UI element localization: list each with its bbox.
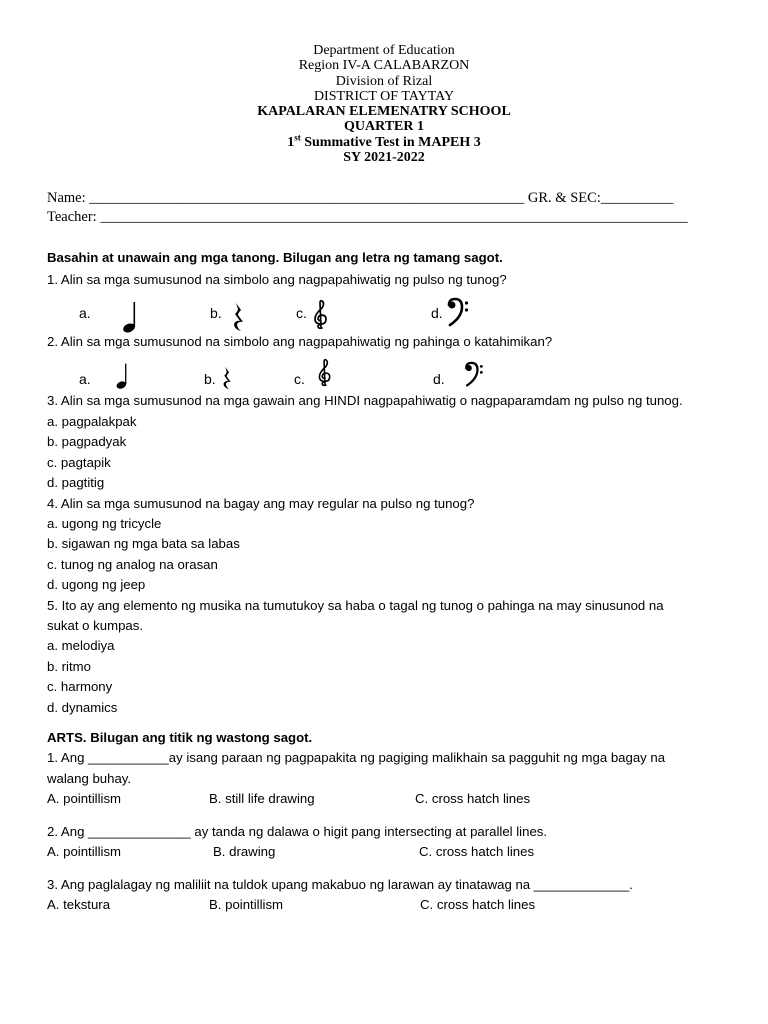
- department-line: Department of Education: [313, 43, 455, 58]
- q2-option-b-label[interactable]: b.: [204, 371, 216, 387]
- q4-option-a[interactable]: a. ugong ng tricycle: [47, 516, 162, 531]
- q5-option-d[interactable]: d. dynamics: [47, 700, 118, 715]
- music-question-5: 5. Ito ay ang elemento ng musika na tumutukoy sa haba o tagal ng tunog o pahinga na may sinusunod na: [47, 598, 664, 613]
- q1-option-c-label[interactable]: c.: [296, 305, 307, 321]
- q3-option-b[interactable]: b. pagpadyak: [47, 434, 127, 449]
- quarter-rest-icon: [222, 366, 233, 390]
- q2-option-d-label[interactable]: d.: [433, 371, 445, 387]
- q3-option-a[interactable]: a. pagpalakpak: [47, 414, 137, 429]
- arts-q1-option-b[interactable]: B. still life drawing: [209, 791, 315, 806]
- music-question-3: 3. Alin sa mga sumusunod na mga gawain ang HINDI nagpapahiwatig o nagpaparamdam ng pulso ng tunog.: [47, 393, 683, 408]
- quarter-note-icon: [122, 300, 140, 334]
- q5-option-a[interactable]: a. melodiya: [47, 638, 115, 653]
- arts-q2-option-c[interactable]: C. cross hatch lines: [419, 844, 535, 859]
- q2-option-c-label[interactable]: c.: [294, 371, 305, 387]
- test-title: [0, 132, 768, 150]
- quarter-rest-icon: [233, 302, 245, 332]
- q2-option-a-label[interactable]: a.: [79, 371, 91, 387]
- q4-option-c[interactable]: c. tunog ng analog na orasan: [47, 557, 218, 572]
- test-ordinal: st: [294, 132, 301, 143]
- district-line: DISTRICT OF TAYTAY: [313, 88, 455, 104]
- school-year: SY 2021-2022: [343, 150, 425, 166]
- name-field[interactable]: Name: ____________________________________________________________ GR. & SEC:__________: [47, 190, 674, 206]
- region-line: Region IV-A CALABARZON: [298, 58, 470, 74]
- arts-question-1-cont: walang buhay.: [47, 771, 132, 786]
- document-header: [0, 43, 768, 165]
- q4-option-b[interactable]: b. sigawan ng mga bata sa labas: [47, 536, 240, 551]
- q3-option-c[interactable]: c. pagtapik: [47, 455, 111, 470]
- quarter-line: QUARTER 1: [343, 119, 424, 135]
- test-number: 1: [287, 134, 295, 150]
- division-line: Division of Rizal: [335, 73, 433, 89]
- music-question-5-cont: sukat o kumpas.: [47, 618, 144, 633]
- arts-q2-option-b[interactable]: B. drawing: [213, 844, 276, 859]
- arts-q3-option-a[interactable]: A. tekstura: [47, 897, 111, 912]
- q1-option-d-label[interactable]: d.: [431, 305, 443, 321]
- arts-question-3: 3. Ang paglalagay ng maliliit na tuldok upang makabuo ng larawan ay tinatawag na _____________.: [47, 877, 633, 892]
- arts-q3-option-c[interactable]: C. cross hatch lines: [420, 897, 536, 912]
- music-question-2: 2. Alin sa mga sumusunod na simbolo ang nagpapahiwatig ng pahinga o katahimikan?: [47, 334, 553, 349]
- quarter-note-icon: [114, 362, 132, 390]
- music-question-1: 1. Alin sa mga sumusunod na simbolo ang nagpapahiwatig ng pulso ng tunog?: [47, 272, 507, 287]
- treble-clef-icon: [317, 359, 333, 387]
- arts-instruction: ARTS. Bilugan ang titik ng wastong sagot.: [47, 730, 313, 745]
- arts-q2-option-a[interactable]: A. pointillism: [47, 844, 122, 859]
- bass-clef-icon: [447, 298, 469, 328]
- arts-question-1: 1. Ang ___________ay isang paraan ng pagpapakita ng pagiging malikhain sa pagguhit ng mga bagay na: [47, 750, 666, 765]
- school-name: KAPALARAN ELEMENATRY SCHOOL: [257, 104, 511, 120]
- music-instruction: Basahin at unawain ang mga tanong. Bilugan ang letra ng tamang sagot.: [47, 250, 503, 265]
- q5-option-b[interactable]: b. ritmo: [47, 659, 91, 674]
- arts-q1-option-a[interactable]: A. pointillism: [47, 791, 122, 806]
- teacher-field[interactable]: Teacher: _________________________________________________________________________________: [47, 209, 688, 225]
- q1-option-a-label[interactable]: a.: [79, 305, 91, 321]
- q3-option-d[interactable]: d. pagtitig: [47, 475, 105, 490]
- q4-option-d[interactable]: d. ugong ng jeep: [47, 577, 146, 592]
- arts-q1-option-c[interactable]: C. cross hatch lines: [415, 791, 531, 806]
- arts-q3-option-b[interactable]: B. pointillism: [209, 897, 284, 912]
- music-question-4: 4. Alin sa mga sumusunod na bagay ang may regular na pulso ng tunog?: [47, 496, 475, 511]
- q1-option-b-label[interactable]: b.: [210, 305, 222, 321]
- arts-question-2: 2. Ang ______________ ay tanda ng dalawa o higit pang intersecting at parallel lines.: [47, 824, 548, 839]
- treble-clef-icon: [313, 300, 329, 330]
- q5-option-c[interactable]: c. harmony: [47, 679, 113, 694]
- bass-clef-icon: [464, 362, 484, 388]
- test-title-rest: Summative Test in MAPEH 3: [300, 134, 481, 150]
